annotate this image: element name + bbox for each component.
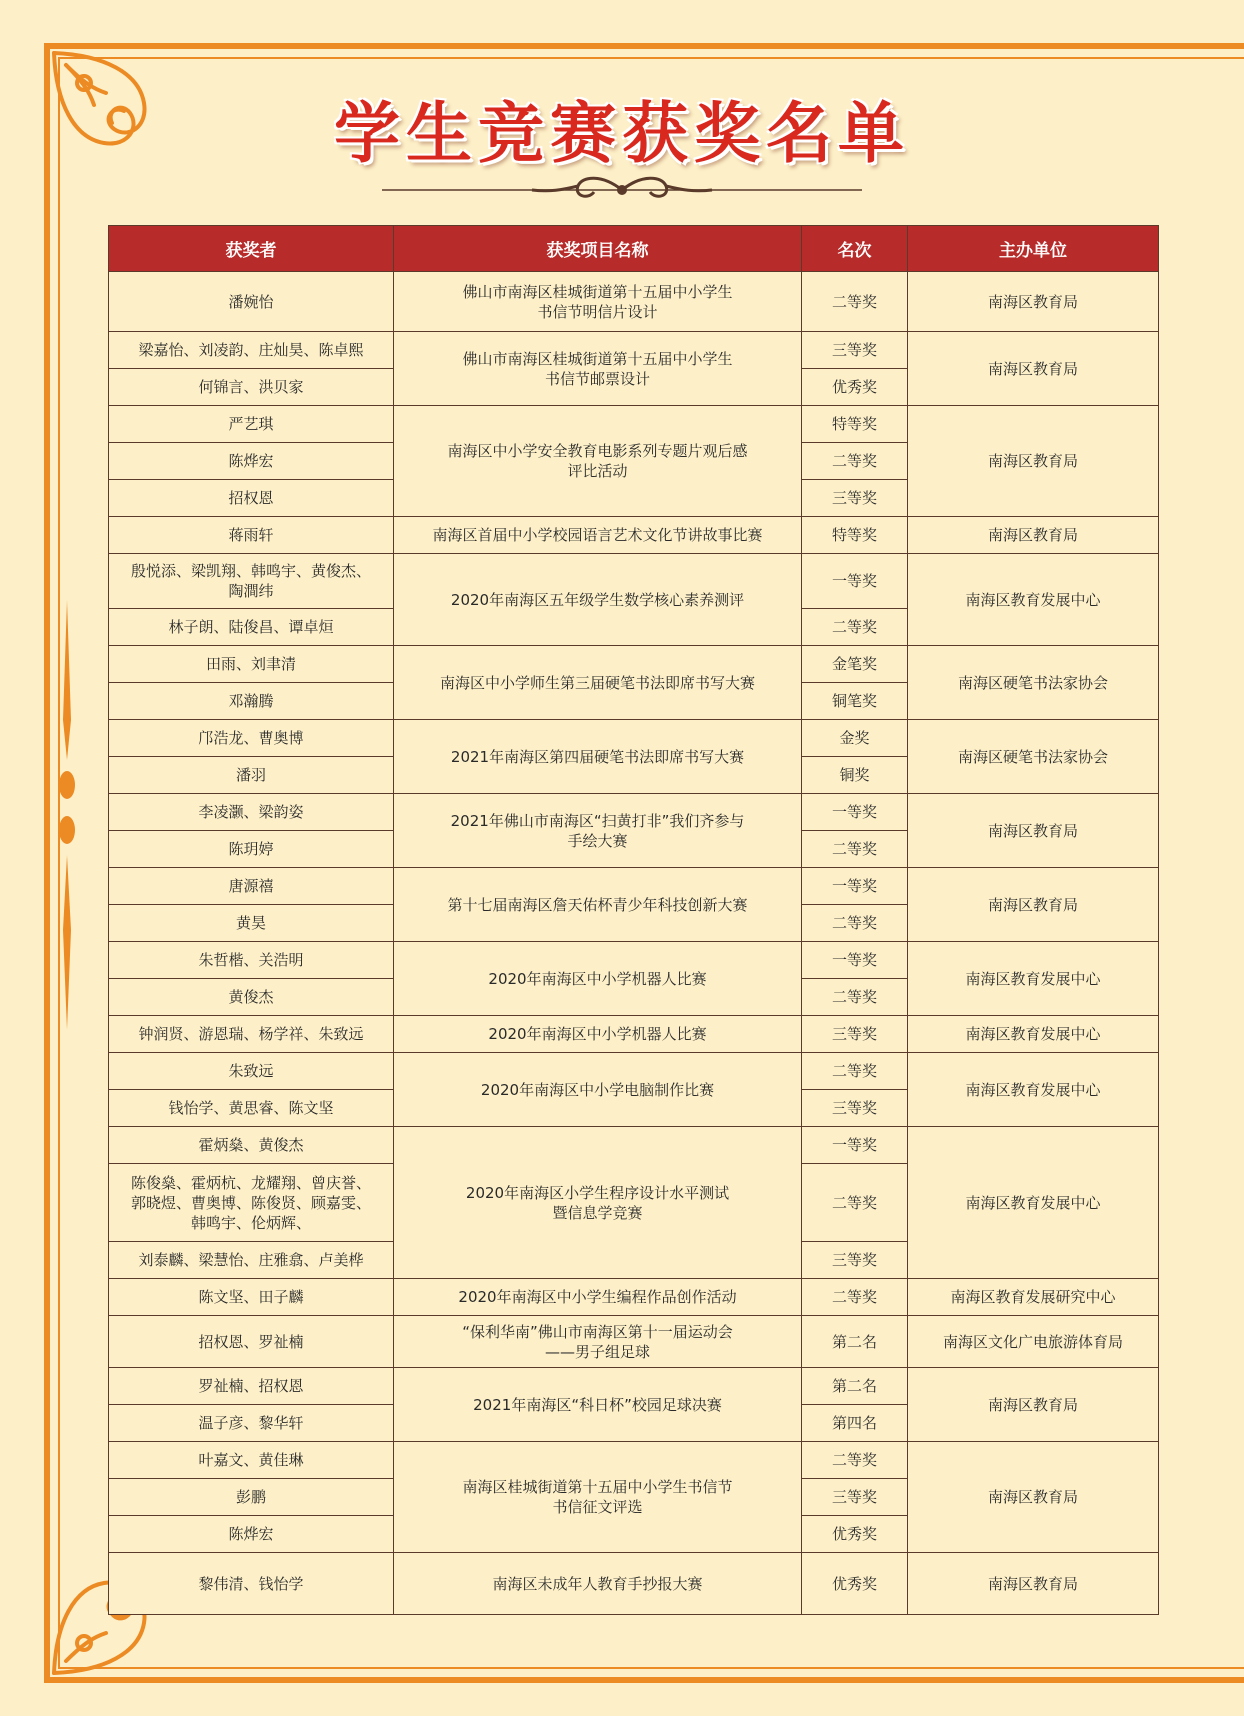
rank-cell: 三等奖 <box>802 332 908 369</box>
winner-cell: 潘羽 <box>109 757 394 794</box>
rank-cell: 第四名 <box>802 1405 908 1442</box>
rank-cell: 金奖 <box>802 720 908 757</box>
organizer-cell: 南海区教育局 <box>908 406 1159 517</box>
winner-cell: 陈文坚、田子麟 <box>109 1279 394 1316</box>
winner-cell: 潘婉怡 <box>109 272 394 332</box>
table-row <box>109 1279 1159 1316</box>
organizer-cell: 南海区教育局 <box>908 794 1159 868</box>
winner-cell: 田雨、刘聿清 <box>109 646 394 683</box>
rank-cell: 二等奖 <box>802 979 908 1016</box>
project-cell: 2021年佛山市南海区“扫黄打非”我们齐参与 手绘大赛 <box>394 794 802 868</box>
rank-cell: 优秀奖 <box>802 369 908 406</box>
winner-cell: 罗祉楠、招权恩 <box>109 1368 394 1405</box>
header-project: 获奖项目名称 <box>394 226 802 272</box>
organizer-cell: 南海区教育局 <box>908 868 1159 942</box>
table-row <box>109 868 1159 905</box>
winner-cell: 陈烨宏 <box>109 443 394 480</box>
rank-cell: 二等奖 <box>802 831 908 868</box>
rank-cell: 二等奖 <box>802 905 908 942</box>
table-row <box>109 942 1159 979</box>
project-cell: 2021年南海区第四届硬笔书法即席书写大赛 <box>394 720 802 794</box>
organizer-cell: 南海区教育局 <box>908 1442 1159 1553</box>
organizer-cell: 南海区硬笔书法家协会 <box>908 646 1159 720</box>
organizer-cell: 南海区教育局 <box>908 517 1159 554</box>
rank-cell: 二等奖 <box>802 1442 908 1479</box>
rank-cell: 一等奖 <box>802 868 908 905</box>
rank-cell: 特等奖 <box>802 406 908 443</box>
rank-cell: 金笔奖 <box>802 646 908 683</box>
winner-cell: 蒋雨轩 <box>109 517 394 554</box>
project-cell: 南海区中小学安全教育电影系列专题片观后感 评比活动 <box>394 406 802 517</box>
winner-cell: 何锦言、洪贝家 <box>109 369 394 406</box>
project-cell: 南海区中小学师生第三届硬笔书法即席书写大赛 <box>394 646 802 720</box>
rank-cell: 特等奖 <box>802 517 908 554</box>
side-ornament-icon <box>52 600 82 1030</box>
winner-cell: 钟润贤、游恩瑞、杨学祥、朱致远 <box>109 1016 394 1053</box>
winner-cell: 霍炳燊、黄俊杰 <box>109 1127 394 1164</box>
awards-table <box>108 225 1159 1615</box>
header-organizer: 主办单位 <box>908 226 1159 272</box>
organizer-cell: 南海区教育发展中心 <box>908 554 1159 646</box>
rank-cell: 一等奖 <box>802 794 908 831</box>
organizer-cell: 南海区教育局 <box>908 272 1159 332</box>
organizer-cell: 南海区教育发展中心 <box>908 1127 1159 1279</box>
table-row <box>109 517 1159 554</box>
organizer-cell: 南海区教育发展研究中心 <box>908 1279 1159 1316</box>
table-row <box>109 1127 1159 1164</box>
rank-cell: 三等奖 <box>802 480 908 517</box>
winner-cell: 温子彦、黎华轩 <box>109 1405 394 1442</box>
winner-cell: 黎伟清、钱怡学 <box>109 1553 394 1615</box>
project-cell: “保利华南”佛山市南海区第十一届运动会 ——男子组足球 <box>394 1316 802 1368</box>
rank-cell: 第二名 <box>802 1368 908 1405</box>
winner-cell: 朱致远 <box>109 1053 394 1090</box>
rank-cell: 二等奖 <box>802 1053 908 1090</box>
rank-cell: 铜笔奖 <box>802 683 908 720</box>
page-title: 学生竞赛获奖名单 <box>334 95 910 172</box>
winner-cell: 李凌灏、梁韵姿 <box>109 794 394 831</box>
header-winner: 获奖者 <box>109 226 394 272</box>
organizer-cell: 南海区硬笔书法家协会 <box>908 720 1159 794</box>
winner-cell: 刘泰麟、梁慧怡、庄雅翕、卢美桦 <box>109 1242 394 1279</box>
winner-cell: 林子朗、陆俊昌、谭卓烜 <box>109 609 394 646</box>
rank-cell: 第二名 <box>802 1316 908 1368</box>
table-row <box>109 1442 1159 1479</box>
rank-cell: 二等奖 <box>802 272 908 332</box>
project-cell: 2020年南海区小学生程序设计水平测试 暨信息学竞赛 <box>394 1127 802 1279</box>
winner-cell: 梁嘉怡、刘凌韵、庄灿昊、陈卓熙 <box>109 332 394 369</box>
title-divider-icon <box>382 170 862 206</box>
organizer-cell: 南海区教育局 <box>908 332 1159 406</box>
rank-cell: 二等奖 <box>802 609 908 646</box>
rank-cell: 一等奖 <box>802 554 908 609</box>
winner-cell: 邓瀚腾 <box>109 683 394 720</box>
rank-cell: 三等奖 <box>802 1016 908 1053</box>
rank-cell: 一等奖 <box>802 942 908 979</box>
organizer-cell: 南海区教育发展中心 <box>908 1016 1159 1053</box>
rank-cell: 铜奖 <box>802 757 908 794</box>
project-cell: 南海区未成年人教育手抄报大赛 <box>394 1553 802 1615</box>
table-row <box>109 794 1159 831</box>
table-row <box>109 406 1159 443</box>
rank-cell: 三等奖 <box>802 1242 908 1279</box>
project-cell: 2020年南海区中小学机器人比赛 <box>394 942 802 1016</box>
header-rank: 名次 <box>802 226 908 272</box>
winner-cell: 唐源禧 <box>109 868 394 905</box>
rank-cell: 三等奖 <box>802 1090 908 1127</box>
table-row <box>109 1016 1159 1053</box>
winner-cell: 招权恩、罗祉楠 <box>109 1316 394 1368</box>
table-row <box>109 1316 1159 1368</box>
winner-cell: 招权恩 <box>109 480 394 517</box>
project-cell: 南海区桂城街道第十五届中小学生书信节 书信征文评选 <box>394 1442 802 1553</box>
winner-cell: 严艺琪 <box>109 406 394 443</box>
rank-cell: 一等奖 <box>802 1127 908 1164</box>
table-row <box>109 272 1159 332</box>
winner-cell: 陈俊燊、霍炳杭、龙耀翔、曾庆誉、 郭晓煜、曹奥博、陈俊贤、顾嘉雯、 韩鸣宇、伦炳辉、 <box>109 1164 394 1242</box>
project-cell: 2020年南海区五年级学生数学核心素养测评 <box>394 554 802 646</box>
table-header-row <box>109 226 1159 272</box>
rank-cell: 三等奖 <box>802 1479 908 1516</box>
table-row <box>109 720 1159 757</box>
organizer-cell: 南海区教育发展中心 <box>908 942 1159 1016</box>
winner-cell: 陈玥婷 <box>109 831 394 868</box>
rank-cell: 二等奖 <box>802 443 908 480</box>
winner-cell: 彭鹏 <box>109 1479 394 1516</box>
winner-cell: 叶嘉文、黄佳琳 <box>109 1442 394 1479</box>
table-row <box>109 332 1159 369</box>
project-cell: 第十七届南海区詹天佑杯青少年科技创新大赛 <box>394 868 802 942</box>
winner-cell: 邝浩龙、曹奥博 <box>109 720 394 757</box>
winner-cell: 黄昊 <box>109 905 394 942</box>
table-row <box>109 1553 1159 1615</box>
rank-cell: 二等奖 <box>802 1164 908 1242</box>
project-cell: 2020年南海区中小学机器人比赛 <box>394 1016 802 1053</box>
table-row <box>109 646 1159 683</box>
organizer-cell: 南海区教育局 <box>908 1368 1159 1442</box>
project-cell: 南海区首届中小学校园语言艺术文化节讲故事比赛 <box>394 517 802 554</box>
winner-cell: 陈烨宏 <box>109 1516 394 1553</box>
winner-cell: 朱哲楷、关浩明 <box>109 942 394 979</box>
project-cell: 2021年南海区“科日杯”校园足球决赛 <box>394 1368 802 1442</box>
table-row <box>109 1053 1159 1090</box>
project-cell: 佛山市南海区桂城街道第十五届中小学生 书信节邮票设计 <box>394 332 802 406</box>
winner-cell: 黄俊杰 <box>109 979 394 1016</box>
winner-cell: 钱怡学、黄思睿、陈文坚 <box>109 1090 394 1127</box>
project-cell: 2020年南海区中小学电脑制作比赛 <box>394 1053 802 1127</box>
table-row <box>109 1368 1159 1405</box>
winner-cell: 殷悦添、梁凯翔、韩鸣宇、黄俊杰、 陶澗纬 <box>109 554 394 609</box>
rank-cell: 优秀奖 <box>802 1553 908 1615</box>
project-cell: 佛山市南海区桂城街道第十五届中小学生 书信节明信片设计 <box>394 272 802 332</box>
table-row <box>109 554 1159 609</box>
project-cell: 2020年南海区中小学生编程作品创作活动 <box>394 1279 802 1316</box>
organizer-cell: 南海区教育局 <box>908 1553 1159 1615</box>
rank-cell: 二等奖 <box>802 1279 908 1316</box>
rank-cell: 优秀奖 <box>802 1516 908 1553</box>
organizer-cell: 南海区文化广电旅游体育局 <box>908 1316 1159 1368</box>
organizer-cell: 南海区教育发展中心 <box>908 1053 1159 1127</box>
